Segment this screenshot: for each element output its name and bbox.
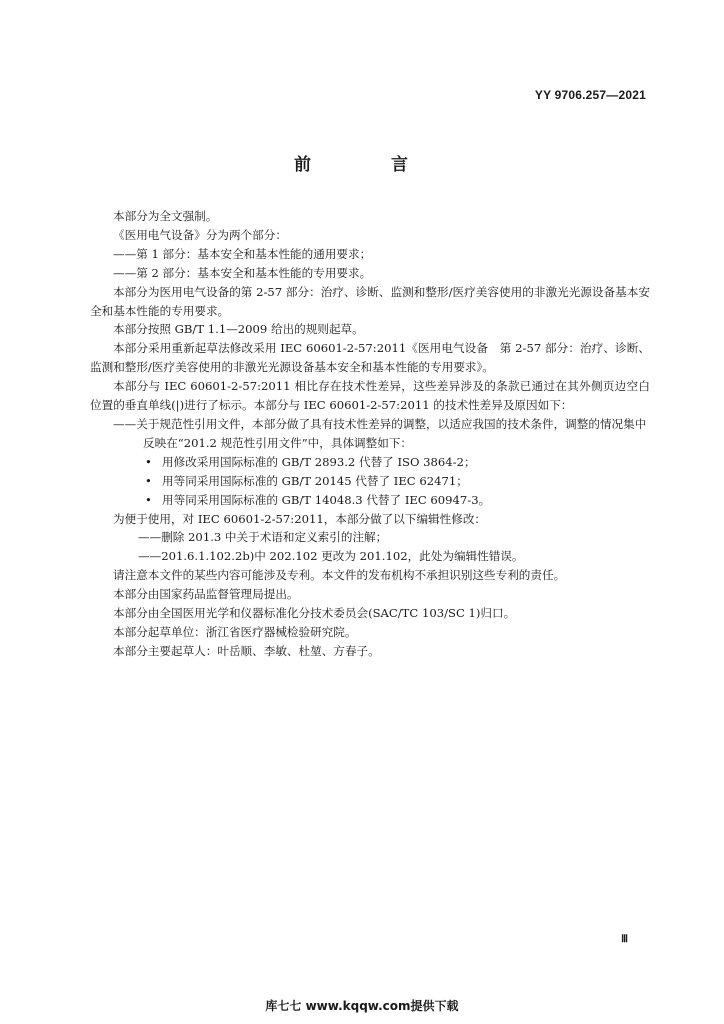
standard-number: YY 9706.257—2021 — [534, 88, 646, 102]
list-item: ——第 1 部分：基本安全和基本性能的通用要求； — [113, 246, 372, 261]
list-item: ——第 2 部分：基本安全和基本性能的专用要求。 — [113, 265, 372, 280]
download-footer: 库七七 www.kqqw.com提供下载 — [265, 999, 459, 1013]
bullet-item — [90, 491, 650, 510]
bullet-text: 用修改采用国际标准的 GB/T 2893.2 代替了 ISO 3864-2； — [162, 454, 476, 469]
list-item: ——删除 201.3 中关于术语和定义索引的注解； — [138, 530, 388, 545]
paragraph: 本部分由国家药品监督管理局提出。 — [113, 587, 299, 602]
paragraph: 本部分采用重新起草法修改采用 IEC 60601-2-57:2011《医用电气设备 第 2-57 部分：治疗、诊断、监测和整形/医疗美容使用的非激光光源设备基本安全和基本性能的专用要求》。 — [90, 341, 650, 375]
list-item: ——201.6.1.102.2b)中 202.102 更改为 201.102，此处为编辑性错误。 — [138, 549, 524, 564]
paragraph: 本部分由全国医用光学和仪器标准化分技术委员会(SAC/TC 103/SC 1)归口。 — [113, 606, 516, 621]
paragraph: 为便于使用，对 IEC 60601-2-57:2011，本部分做了以下编辑性修改： — [113, 511, 487, 526]
bullet-text: 用等同采用国际标准的 GB/T 20145 代替了 IEC 62471； — [162, 473, 468, 488]
foreword-body — [90, 207, 650, 661]
paragraph: 本部分为全文强制。 — [113, 209, 218, 223]
paragraph: 本部分为医用电气设备的第 2-57 部分：治疗、诊断、监测和整形/医疗美容使用的非激光光源设备基本安全和基本性能的专用要求。 — [90, 284, 650, 318]
paragraph: 本部分按照 GB/T 1.1—2009 给出的规则起草。 — [113, 322, 364, 337]
bullet-icon: • — [145, 492, 152, 507]
bullet-item — [90, 472, 650, 491]
paragraph: 《医用电气设备》分为两个部分： — [113, 227, 287, 242]
paragraph: 本部分主要起草人：叶岳顺、李敏、杜堃、方春子。 — [113, 643, 380, 658]
paragraph: 请注意本文件的某些内容可能涉及专利。本文件的发布机构不承担识别这些专利的责任。 — [113, 568, 566, 583]
bullet-item — [90, 453, 650, 472]
list-item: ——关于规范性引用文件，本部分做了具有技术性差异的调整，以适应我国的技术条件，调整的情况集中反映在“201.2 规范性引用文件”中，具体调整如下： — [113, 416, 647, 450]
bullet-icon: • — [145, 473, 152, 488]
paragraph: 本部分与 IEC 60601-2-57:2011 相比存在技术性差异，这些差异涉及的条款已通过在其外侧页边空白位置的垂直单线(|)进行了标示。本部分与 IEC 60601-2-57:2011 的技术性差异及原因如下： — [90, 379, 650, 413]
bullet-icon: • — [145, 454, 152, 469]
page-title: 前 言 — [294, 155, 430, 175]
paragraph: 本部分起草单位：浙江省医疗器械检验研究院。 — [113, 624, 357, 639]
page-number: Ⅲ — [621, 934, 629, 945]
bullet-text: 用等同采用国际标准的 GB/T 14048.3 代替了 IEC 60947-3。 — [162, 492, 491, 507]
